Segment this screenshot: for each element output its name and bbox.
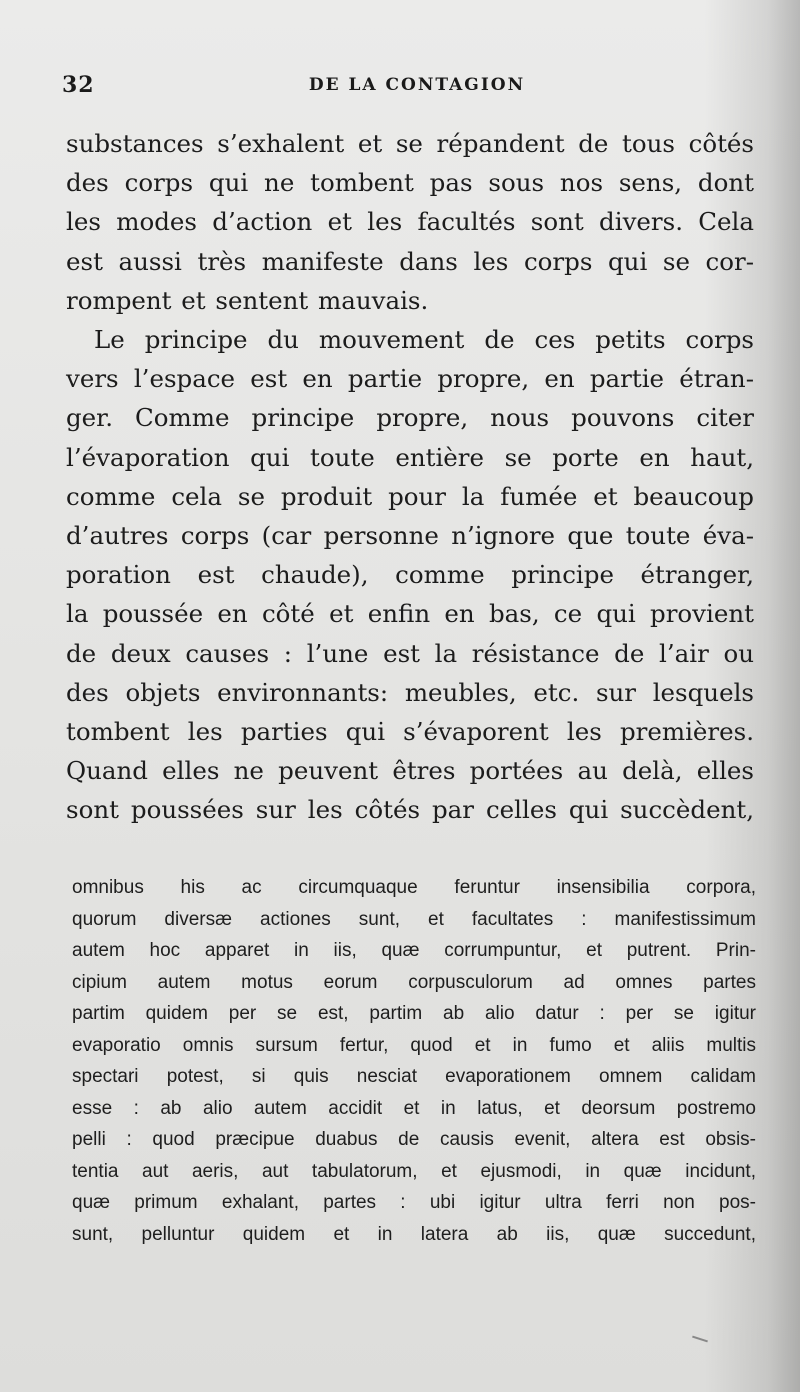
text-line: des corps qui ne tombent pas sous nos sens, dont <box>66 168 754 198</box>
ink-mark <box>692 1336 708 1343</box>
footnote-line: autem hoc apparet in iis, quæ corrumpuntur, et putrent. Prin- <box>72 940 756 961</box>
text-line: Le principe du mouvement de ces petits corps <box>94 325 754 355</box>
text-line: ger. Comme principe propre, nous pouvons citer <box>66 403 754 433</box>
footnote-line: esse : ab alio autem accidit et in latus, et deorsum postremo <box>72 1097 756 1119</box>
page-header <box>62 72 752 102</box>
footnote-line: tentia aut aeris, aut tabulatorum, et ejusmodi, in quæ incidunt, <box>72 1160 756 1182</box>
text-line: des objets environnants: meubles, etc. sur lesquels <box>66 677 754 707</box>
text-line: Quand elles ne peuvent êtres portées au delà, elles <box>66 756 754 786</box>
footnote-line: sunt, pelluntur quidem et in latera ab iis, quæ succedunt, <box>72 1223 756 1245</box>
text-line: sont poussées sur les côtés par celles qui succèdent, <box>66 795 754 825</box>
text-line: vers l’espace est en partie propre, en partie étran- <box>66 364 754 394</box>
footnote-line: evaporatio omnis sursum fertur, quod et in fumo et aliis multis <box>72 1034 756 1056</box>
text-line: l’évaporation qui toute entière se porte en haut, <box>66 442 754 472</box>
text-line: comme cela se produit pour la fumée et beaucoup <box>66 481 754 511</box>
text-line: substances s’exhalent et se répandent de tous côtés <box>66 129 754 158</box>
footnote-line: quorum diversæ actiones sunt, et facultates : manifestissimum <box>72 908 756 930</box>
text-line: poration est chaude), comme principe étranger, <box>66 560 754 590</box>
page-number: 32 <box>62 72 95 98</box>
footnote-line: spectari potest, si quis nesciat evaporationem omnem calidam <box>72 1066 756 1087</box>
text-line: est aussi très manifeste dans les corps qui se cor- <box>66 246 754 276</box>
text-line: rompent et sentent mauvais. <box>66 285 429 315</box>
text-line: de deux causes : l’une est la résistance de l’air ou <box>66 638 754 668</box>
text-line: d’autres corps (car personne n’ignore que toute éva- <box>66 521 754 551</box>
running-head: DE LA CONTAGION <box>308 75 526 95</box>
text-line: tombent les parties qui s’évaporent les premières. <box>66 717 754 747</box>
footnote-line: omnibus his ac circumquaque feruntur insensibilia corpora, <box>72 877 756 898</box>
footnote-line: quæ primum exhalant, partes : ubi igitur ultra ferri non pos- <box>72 1192 756 1213</box>
text-line: la poussée en côté et enfin en bas, ce qui provient <box>66 599 754 629</box>
footnote-line: cipium autem motus eorum corpusculorum ad omnes partes <box>72 971 756 993</box>
footnote-line: pelli : quod præcipue duabus de causis evenit, altera est obsis- <box>72 1129 756 1150</box>
latin-footnote <box>72 872 756 1250</box>
main-text-block <box>66 124 754 830</box>
text-line: les modes d’action et les facultés sont divers. Cela <box>66 207 754 237</box>
footnote-line: partim quidem per se est, partim ab alio datur : per se igitur <box>72 1003 756 1024</box>
